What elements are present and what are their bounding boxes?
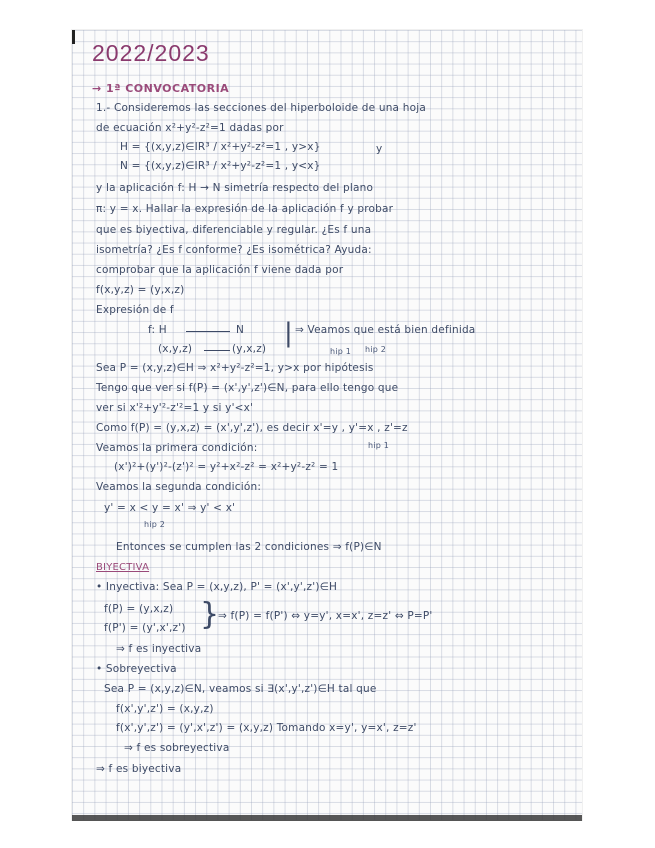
text-line: Como f(P) = (y,x,z) = (x',y',z'), es decir x'=y , y'=x , z'=z bbox=[96, 422, 408, 434]
text-line: • Sobreyectiva bbox=[96, 663, 177, 675]
text-line: f(x',y',z') = (x,y,z) bbox=[116, 703, 214, 715]
text-line: hip 1 bbox=[330, 347, 352, 356]
text-line: Sea P = (x,y,z)∈H ⇒ x²+y²-z²=1, y>x por hipótesis bbox=[96, 362, 374, 374]
text-line: N = {(x,y,z)∈IR³ / x²+y²-z²=1 , y<x} bbox=[120, 160, 321, 172]
page-corner-mark bbox=[72, 30, 75, 44]
text-line: que es biyectiva, diferenciable y regular. ¿Es f una bbox=[96, 224, 372, 236]
text-line: N bbox=[236, 324, 245, 336]
text-line: ⇒ f es biyectiva bbox=[96, 763, 182, 775]
text-line: y' = x < y = x' ⇒ y' < x' bbox=[104, 502, 236, 514]
text-line: Entonces se cumplen las 2 condiciones ⇒ f(P)∈N bbox=[116, 541, 382, 553]
text-line: (x,y,z) bbox=[158, 343, 193, 355]
text-line: Veamos la primera condición: bbox=[96, 442, 258, 454]
section-heading: BIYECTIVA bbox=[96, 562, 150, 573]
text-line: y bbox=[376, 143, 383, 155]
bracket: } bbox=[200, 597, 220, 632]
text-line: H = {(x,y,z)∈IR³ / x²+y²-z²=1 , y>x} bbox=[120, 141, 321, 153]
text-line: Expresión de f bbox=[96, 304, 174, 316]
text-line: Veamos la segunda condición: bbox=[96, 481, 262, 493]
page-title: 2022/2023 bbox=[92, 40, 210, 66]
text-line: f(x,y,z) = (y,x,z) bbox=[96, 284, 185, 296]
text-line: y la aplicación f: H → N simetría respecto del plano bbox=[96, 182, 374, 194]
bracket: | bbox=[284, 318, 293, 348]
text-line: ⇒ Veamos que está bien definida bbox=[295, 324, 476, 336]
text-line: (x')²+(y')²-(z')² = y²+x²-z² = x²+y²-z² = 1 bbox=[114, 461, 339, 473]
text-line: hip 1 bbox=[368, 441, 390, 450]
text-line: de ecuación x²+y²-z²=1 dadas por bbox=[96, 122, 284, 134]
text-line: ⇒ f(P) = f(P') ⇔ y=y', x=x', z=z' ⇔ P=P' bbox=[218, 610, 433, 622]
text-line: • Inyectiva: Sea P = (x,y,z), P' = (x',y',z')∈H bbox=[96, 581, 338, 593]
text-line: hip 2 bbox=[365, 345, 387, 354]
text-line: 1.- Consideremos las secciones del hiperboloide de una hoja bbox=[96, 102, 426, 114]
text-line: f(x',y',z') = (y',x',z') = (x,y,z) Tomando x=y', y=x', z=z' bbox=[116, 722, 417, 734]
text-line: f(P') = (y',x',z') bbox=[104, 622, 186, 634]
section-subtitle: → 1ª CONVOCATORIA bbox=[92, 82, 230, 95]
text-line: hip 2 bbox=[144, 520, 166, 529]
page-bottom-edge bbox=[72, 815, 582, 821]
map-arrow bbox=[204, 350, 230, 351]
text-line: ⇒ f es inyectiva bbox=[116, 643, 202, 655]
text-line: comprobar que la aplicación f viene dada por bbox=[96, 264, 344, 276]
text-line: Tengo que ver si f(P) = (x',y',z')∈N, para ello tengo que bbox=[96, 382, 399, 394]
map-arrow bbox=[186, 331, 230, 332]
text-line: isometría? ¿Es f conforme? ¿Es isométrica? Ayuda: bbox=[96, 244, 372, 256]
text-line: f: H bbox=[148, 324, 167, 336]
text-line: (y,x,z) bbox=[232, 343, 267, 355]
text-line: π: y = x. Hallar la expresión de la aplicación f y probar bbox=[96, 203, 394, 215]
text-line: f(P) = (y,x,z) bbox=[104, 603, 174, 615]
text-line: ver si x'²+y'²-z'²=1 y si y'<x' bbox=[96, 402, 254, 414]
text-line: ⇒ f es sobreyectiva bbox=[124, 742, 230, 754]
text-line: Sea P = (x,y,z)∈N, veamos si ∃(x',y',z')∈H tal que bbox=[104, 683, 377, 695]
